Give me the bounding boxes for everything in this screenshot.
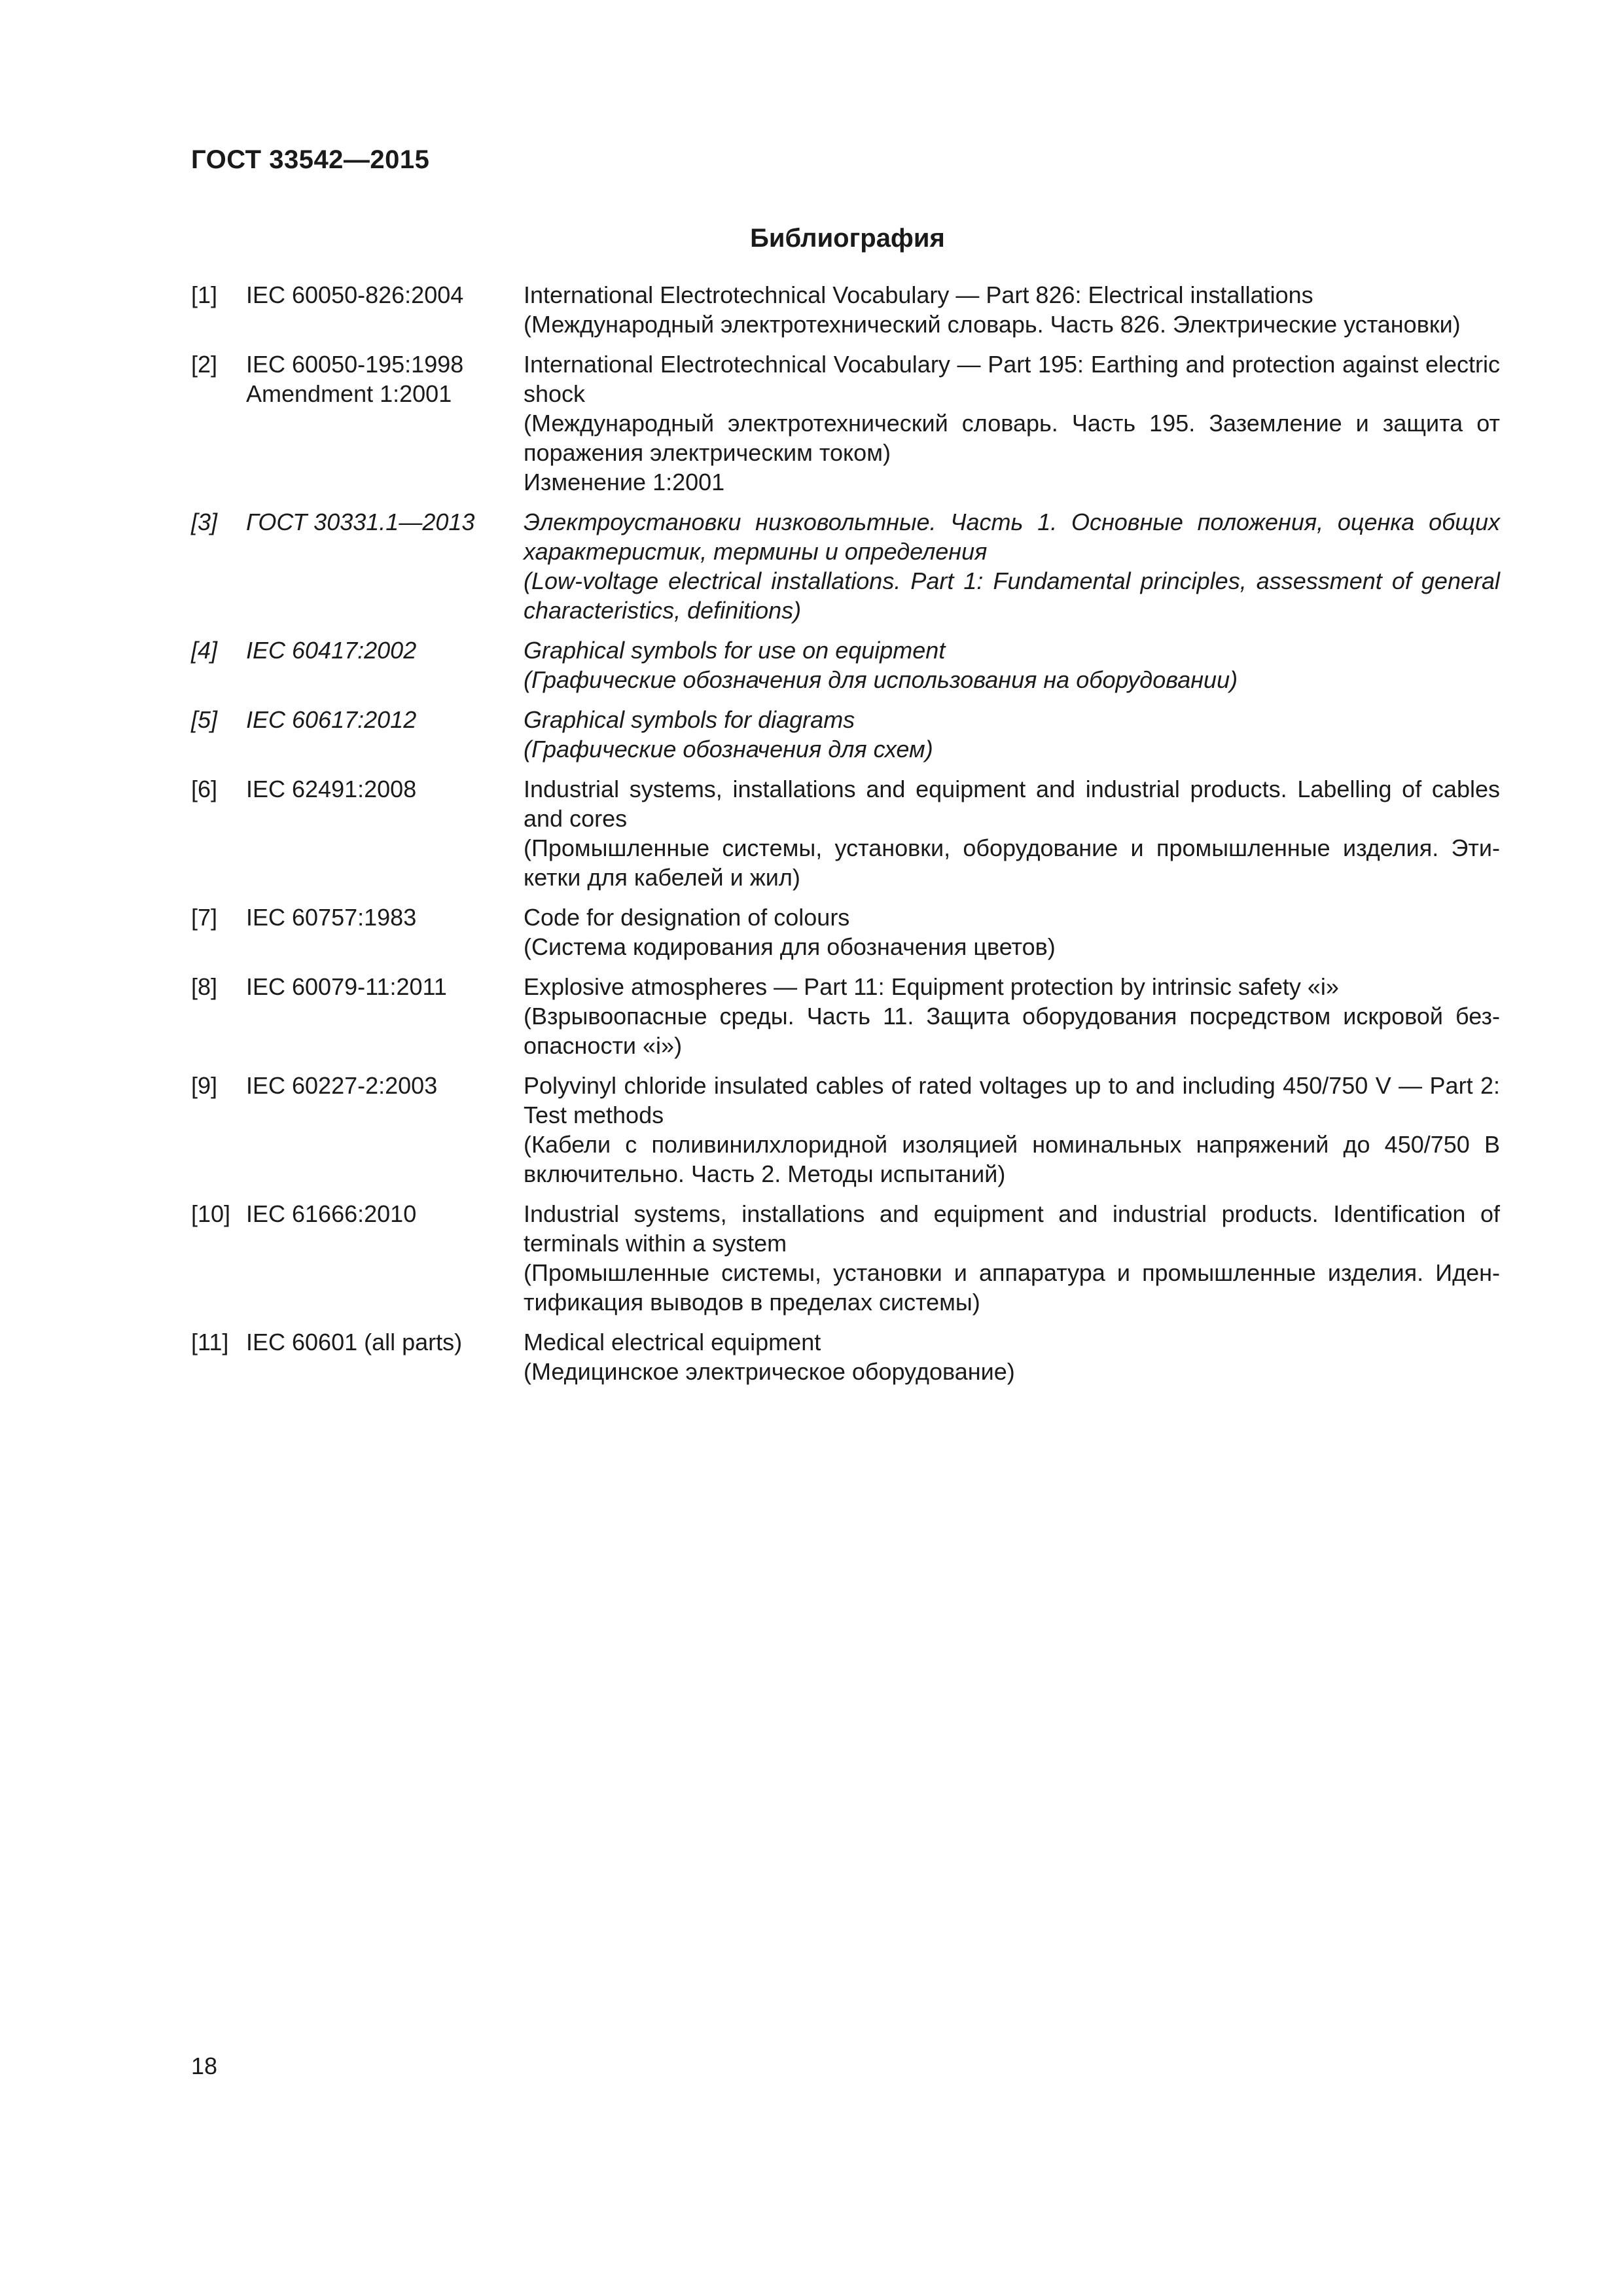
entry-reference-line: IEC 60757:1983 (246, 904, 417, 931)
entry-reference (246, 972, 524, 1001)
bibliography-list (191, 280, 1500, 1397)
entry-description (524, 774, 1500, 892)
entry-translation: (Взрывоопасные среды. Часть 11. Защита оборудования посредством искровой без-опасности «i») (524, 1003, 1500, 1059)
entry-title: Graphical symbols for diagrams (524, 706, 855, 733)
entry-reference-line: IEC 60601 (all parts) (246, 1329, 463, 1355)
entry-number: [9] (191, 1072, 218, 1099)
entry-number: [7] (191, 904, 218, 931)
entry-description (524, 1199, 1500, 1317)
entry-reference (246, 1071, 524, 1100)
entry-reference (246, 350, 524, 408)
bibliography-entry-10 (191, 1199, 1500, 1317)
bibliography-entry-7 (191, 903, 1500, 961)
entry-translation: (Медицинское электрическое оборудование) (524, 1358, 1015, 1385)
entry-title: Электроустановки низковольтные. Часть 1. Основные положения, оценка общих характеристик, термины и определения (524, 509, 1500, 565)
entry-number: [2] (191, 351, 218, 378)
bibliography-entry-3 (191, 507, 1500, 625)
bibliography-entry-2 (191, 350, 1500, 497)
entry-number: [5] (191, 706, 218, 733)
entry-reference-line: IEC 60617:2012 (246, 706, 417, 733)
entry-translation: (Международный электротехнический словарь. Часть 195. Заземление и защита от поражения электрическим током) (524, 410, 1500, 466)
entry-amendment: Изменение 1:2001 (524, 469, 725, 495)
bibliography-entry-6 (191, 774, 1500, 892)
entry-reference (246, 507, 524, 537)
entry-description (524, 903, 1500, 961)
entry-number: [4] (191, 637, 218, 664)
entry-title: Polyvinyl chloride insulated cables of rated voltages up to and including 450/750 V — Part 2: Test methods (524, 1072, 1500, 1128)
entry-title: International Electrotechnical Vocabulary — Part 195: Earthing and protection against electric shock (524, 351, 1500, 407)
entry-number: [10] (191, 1200, 231, 1227)
entry-title: Explosive atmospheres — Part 11: Equipment protection by intrinsic safety «i» (524, 973, 1339, 1000)
bibliography-entry-9 (191, 1071, 1500, 1189)
entry-reference-amendment: Amendment 1:2001 (246, 380, 452, 407)
entry-description (524, 972, 1500, 1060)
entry-reference-line: ГОСТ 30331.1—2013 (246, 509, 475, 535)
entry-reference-line: IEC 62491:2008 (246, 776, 417, 802)
entry-reference-line: IEC 60417:2002 (246, 637, 417, 664)
entry-number: [6] (191, 776, 218, 802)
entry-reference-line: IEC 60227-2:2003 (246, 1072, 438, 1099)
entry-description (524, 705, 1500, 764)
entry-description (524, 280, 1500, 339)
entry-translation: (Графические обозначения для схем) (524, 736, 933, 762)
entry-translation: (Кабели с поливинилхлоридной изоляцией номинальных напряжений до 450/750 В включительно. Часть 2. Методы испытаний) (524, 1131, 1500, 1187)
entry-number: [11] (191, 1329, 229, 1355)
entry-title: Code for designation of colours (524, 904, 850, 931)
entry-description (524, 1071, 1500, 1189)
entry-description (524, 636, 1500, 694)
entry-reference (246, 1199, 524, 1229)
entry-title: Medical electrical equipment (524, 1329, 821, 1355)
entry-translation: (Международный электротехнический словарь. Часть 826. Электрические установки) (524, 311, 1461, 338)
bibliography-entry-4 (191, 636, 1500, 694)
entry-reference (246, 774, 524, 804)
bibliography-entry-5 (191, 705, 1500, 764)
entry-translation: (Low-voltage electrical installations. Part 1: Fundamental principles, assessment of general characteristics, definitions) (524, 567, 1500, 624)
entry-description (524, 507, 1500, 625)
entry-reference (246, 705, 524, 734)
entry-description (524, 1327, 1500, 1386)
entry-description (524, 350, 1500, 497)
entry-title: Graphical symbols for use on equipment (524, 637, 946, 664)
bibliography-entry-8 (191, 972, 1500, 1060)
entry-reference (246, 903, 524, 932)
entry-translation: (Промышленные системы, установки, оборудование и промышленные изделия. Эти-кетки для кабелей и жил) (524, 834, 1500, 891)
entry-reference-line: IEC 60050-195:1998 (246, 351, 464, 378)
bibliography-entry-11 (191, 1327, 1500, 1386)
entry-title: International Electrotechnical Vocabulary — Part 826: Electrical installations (524, 281, 1313, 308)
entry-number: [1] (191, 281, 218, 308)
entry-reference (246, 1327, 524, 1357)
entry-title: Industrial systems, installations and equipment and industrial products. Identification of terminals within a system (524, 1200, 1500, 1257)
page-number: 18 (191, 2053, 218, 2079)
entry-translation: (Графические обозначения для использования на оборудовании) (524, 666, 1238, 693)
document-header-code: ГОСТ 33542—2015 (191, 145, 430, 174)
entry-reference-line: IEC 60050-826:2004 (246, 281, 464, 308)
entry-number: [3] (191, 509, 218, 535)
entry-reference (246, 636, 524, 665)
entry-title: Industrial systems, installations and equipment and industrial products. Labelling of cables and cores (524, 776, 1500, 832)
entry-translation: (Система кодирования для обозначения цветов) (524, 933, 1056, 960)
entry-reference-line: IEC 61666:2010 (246, 1200, 417, 1227)
entry-number: [8] (191, 973, 218, 1000)
entry-reference (246, 280, 524, 310)
bibliography-entry-1 (191, 280, 1500, 339)
entry-translation: (Промышленные системы, установки и аппаратура и промышленные изделия. Иден-тификация выводов в пределах системы) (524, 1259, 1500, 1316)
section-title: Библиография (750, 224, 945, 253)
entry-reference-line: IEC 60079-11:2011 (246, 973, 447, 1000)
